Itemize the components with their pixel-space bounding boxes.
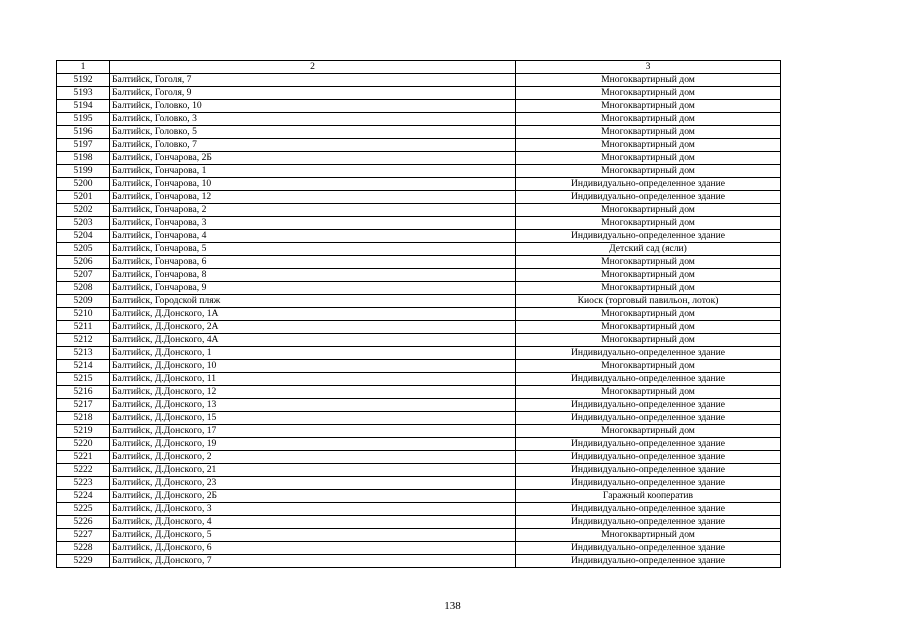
row-address-cell: Балтийск, Д.Донского, 2: [110, 451, 516, 464]
table-row: [57, 412, 781, 425]
row-building-type-cell: Гаражный кооператив: [516, 490, 781, 503]
row-address-cell: Балтийск, Д.Донского, 4А: [110, 334, 516, 347]
row-number-cell: 5205: [57, 243, 110, 256]
table-row: [57, 230, 781, 243]
table-row: [57, 178, 781, 191]
row-building-type-cell: Многоквартирный дом: [516, 256, 781, 269]
row-address-cell: Балтийск, Д.Донского, 4: [110, 516, 516, 529]
row-address-cell: Балтийск, Гончарова, 5: [110, 243, 516, 256]
column-header-building-type: 3: [516, 61, 781, 74]
row-building-type-cell: Многоквартирный дом: [516, 204, 781, 217]
row-number-cell: 5215: [57, 373, 110, 386]
row-address-cell: Балтийск, Гоголя, 9: [110, 87, 516, 100]
row-number-cell: 5193: [57, 87, 110, 100]
row-building-type-cell: Индивидуально-определенное здание: [516, 542, 781, 555]
row-building-type-cell: Индивидуально-определенное здание: [516, 477, 781, 490]
row-number-cell: 5227: [57, 529, 110, 542]
row-address-cell: Балтийск, Гончарова, 3: [110, 217, 516, 230]
table-body: [57, 74, 781, 568]
row-number-cell: 5192: [57, 74, 110, 87]
row-number-cell: 5226: [57, 516, 110, 529]
table-row: [57, 139, 781, 152]
row-number-cell: 5214: [57, 360, 110, 373]
table-row: [57, 334, 781, 347]
row-number-cell: 5211: [57, 321, 110, 334]
row-building-type-cell: Индивидуально-определенное здание: [516, 516, 781, 529]
row-address-cell: Балтийск, Головко, 10: [110, 100, 516, 113]
table-row: [57, 321, 781, 334]
table-row: [57, 555, 781, 568]
table-row: [57, 87, 781, 100]
row-building-type-cell: Индивидуально-определенное здание: [516, 503, 781, 516]
row-building-type-cell: Многоквартирный дом: [516, 139, 781, 152]
row-address-cell: Балтийск, Д.Донского, 3: [110, 503, 516, 516]
table-row: [57, 269, 781, 282]
table-row: [57, 347, 781, 360]
row-number-cell: 5212: [57, 334, 110, 347]
row-address-cell: Балтийск, Д.Донского, 2А: [110, 321, 516, 334]
table-row: [57, 204, 781, 217]
table-row: [57, 100, 781, 113]
table-row: [57, 126, 781, 139]
table-row: [57, 529, 781, 542]
row-address-cell: Балтийск, Гончарова, 8: [110, 269, 516, 282]
table-row: [57, 191, 781, 204]
row-address-cell: Балтийск, Гончарова, 10: [110, 178, 516, 191]
row-building-type-cell: Индивидуально-определенное здание: [516, 555, 781, 568]
table-row: [57, 477, 781, 490]
row-address-cell: Балтийск, Гончарова, 6: [110, 256, 516, 269]
table-row: [57, 74, 781, 87]
table-row: [57, 373, 781, 386]
table-row: [57, 360, 781, 373]
row-address-cell: Балтийск, Гончарова, 4: [110, 230, 516, 243]
row-building-type-cell: Многоквартирный дом: [516, 360, 781, 373]
table-row: [57, 399, 781, 412]
row-building-type-cell: Многоквартирный дом: [516, 321, 781, 334]
row-number-cell: 5198: [57, 152, 110, 165]
table-row: [57, 386, 781, 399]
row-building-type-cell: Многоквартирный дом: [516, 425, 781, 438]
table-row: [57, 165, 781, 178]
row-address-cell: Балтийск, Головко, 5: [110, 126, 516, 139]
row-number-cell: 5197: [57, 139, 110, 152]
row-number-cell: 5218: [57, 412, 110, 425]
row-building-type-cell: Многоквартирный дом: [516, 308, 781, 321]
row-address-cell: Балтийск, Гончарова, 1: [110, 165, 516, 178]
row-building-type-cell: Детский сад (ясли): [516, 243, 781, 256]
row-address-cell: Балтийск, Д.Донского, 13: [110, 399, 516, 412]
row-number-cell: 5203: [57, 217, 110, 230]
row-building-type-cell: Многоквартирный дом: [516, 113, 781, 126]
table-header-row: [57, 61, 781, 74]
row-address-cell: Балтийск, Д.Донского, 6: [110, 542, 516, 555]
row-address-cell: Балтийск, Д.Донского, 2Б: [110, 490, 516, 503]
row-building-type-cell: Индивидуально-определенное здание: [516, 373, 781, 386]
row-building-type-cell: Киоск (торговый павильон, лоток): [516, 295, 781, 308]
row-building-type-cell: Индивидуально-определенное здание: [516, 178, 781, 191]
row-number-cell: 5202: [57, 204, 110, 217]
row-address-cell: Балтийск, Гончарова, 2Б: [110, 152, 516, 165]
row-building-type-cell: Индивидуально-определенное здание: [516, 399, 781, 412]
row-number-cell: 5216: [57, 386, 110, 399]
row-building-type-cell: Многоквартирный дом: [516, 386, 781, 399]
row-address-cell: Балтийск, Д.Донского, 5: [110, 529, 516, 542]
page-number: 138: [444, 600, 461, 612]
row-number-cell: 5223: [57, 477, 110, 490]
table-row: [57, 217, 781, 230]
row-building-type-cell: Многоквартирный дом: [516, 152, 781, 165]
row-building-type-cell: Многоквартирный дом: [516, 126, 781, 139]
row-number-cell: 5210: [57, 308, 110, 321]
row-number-cell: 5207: [57, 269, 110, 282]
row-building-type-cell: Индивидуально-определенное здание: [516, 412, 781, 425]
row-address-cell: Балтийск, Д.Донского, 10: [110, 360, 516, 373]
row-address-cell: Балтийск, Д.Донского, 7: [110, 555, 516, 568]
row-address-cell: Балтийск, Д.Донского, 1А: [110, 308, 516, 321]
row-number-cell: 5222: [57, 464, 110, 477]
row-building-type-cell: Многоквартирный дом: [516, 74, 781, 87]
row-number-cell: 5209: [57, 295, 110, 308]
row-number-cell: 5201: [57, 191, 110, 204]
table-row: [57, 308, 781, 321]
table-row: [57, 542, 781, 555]
row-number-cell: 5221: [57, 451, 110, 464]
table-row: [57, 503, 781, 516]
row-building-type-cell: Многоквартирный дом: [516, 269, 781, 282]
row-building-type-cell: Многоквартирный дом: [516, 334, 781, 347]
row-number-cell: 5200: [57, 178, 110, 191]
row-address-cell: Балтийск, Гончарова, 12: [110, 191, 516, 204]
row-building-type-cell: Индивидуально-определенное здание: [516, 347, 781, 360]
row-address-cell: Балтийск, Д.Донского, 15: [110, 412, 516, 425]
row-number-cell: 5204: [57, 230, 110, 243]
row-address-cell: Балтийск, Гончарова, 9: [110, 282, 516, 295]
row-address-cell: Балтийск, Головко, 3: [110, 113, 516, 126]
table-row: [57, 425, 781, 438]
row-building-type-cell: Многоквартирный дом: [516, 282, 781, 295]
table-row: [57, 490, 781, 503]
table-row: [57, 243, 781, 256]
table-row: [57, 282, 781, 295]
table-row: [57, 464, 781, 477]
row-number-cell: 5217: [57, 399, 110, 412]
table-row: [57, 438, 781, 451]
row-building-type-cell: Индивидуально-определенное здание: [516, 191, 781, 204]
table-row: [57, 295, 781, 308]
row-number-cell: 5199: [57, 165, 110, 178]
row-building-type-cell: Многоквартирный дом: [516, 100, 781, 113]
row-address-cell: Балтийск, Д.Донского, 12: [110, 386, 516, 399]
table-row: [57, 451, 781, 464]
row-address-cell: Балтийск, Головко, 7: [110, 139, 516, 152]
row-building-type-cell: Многоквартирный дом: [516, 165, 781, 178]
row-address-cell: Балтийск, Гоголя, 7: [110, 74, 516, 87]
row-building-type-cell: Индивидуально-определенное здание: [516, 451, 781, 464]
row-building-type-cell: Многоквартирный дом: [516, 87, 781, 100]
row-building-type-cell: Индивидуально-определенное здание: [516, 464, 781, 477]
row-number-cell: 5213: [57, 347, 110, 360]
table-row: [57, 152, 781, 165]
row-number-cell: 5225: [57, 503, 110, 516]
row-number-cell: 5196: [57, 126, 110, 139]
row-address-cell: Балтийск, Д.Донского, 21: [110, 464, 516, 477]
row-address-cell: Балтийск, Гончарова, 2: [110, 204, 516, 217]
row-number-cell: 5229: [57, 555, 110, 568]
row-building-type-cell: Многоквартирный дом: [516, 529, 781, 542]
row-address-cell: Балтийск, Д.Донского, 1: [110, 347, 516, 360]
row-number-cell: 5206: [57, 256, 110, 269]
row-address-cell: Балтийск, Д.Донского, 11: [110, 373, 516, 386]
row-building-type-cell: Индивидуально-определенное здание: [516, 438, 781, 451]
row-address-cell: Балтийск, Д.Донского, 23: [110, 477, 516, 490]
row-number-cell: 5220: [57, 438, 110, 451]
row-building-type-cell: Многоквартирный дом: [516, 217, 781, 230]
row-number-cell: 5224: [57, 490, 110, 503]
row-number-cell: 5228: [57, 542, 110, 555]
row-address-cell: Балтийск, Городской пляж: [110, 295, 516, 308]
row-address-cell: Балтийск, Д.Донского, 19: [110, 438, 516, 451]
row-number-cell: 5208: [57, 282, 110, 295]
table-row: [57, 113, 781, 126]
column-header-address: 2: [110, 61, 516, 74]
row-number-cell: 5194: [57, 100, 110, 113]
building-registry-table: [56, 60, 781, 568]
table-row: [57, 256, 781, 269]
row-building-type-cell: Индивидуально-определенное здание: [516, 230, 781, 243]
row-number-cell: 5219: [57, 425, 110, 438]
column-header-number: 1: [57, 61, 110, 74]
row-number-cell: 5195: [57, 113, 110, 126]
row-address-cell: Балтийск, Д.Донского, 17: [110, 425, 516, 438]
table-row: [57, 516, 781, 529]
